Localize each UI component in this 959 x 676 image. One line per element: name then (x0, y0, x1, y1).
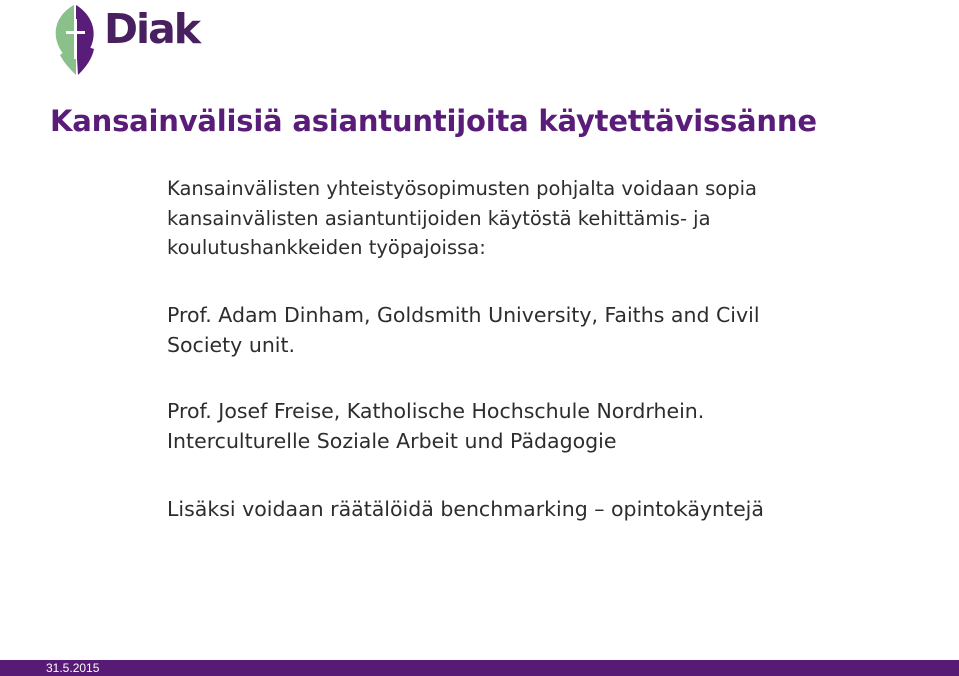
expert-dinham (167, 301, 760, 360)
diak-leaf-icon (46, 3, 102, 77)
expert-freise (167, 397, 704, 456)
intro-line: Kansainvälisten yhteistyösopimusten pohjalta voidaan sopia (167, 177, 757, 200)
footer-date: 31.5.2015 (46, 661, 100, 675)
intro-paragraph (167, 174, 907, 263)
intro-line: kansainvälisten asiantuntijoiden käytöstä kehittämis- ja (167, 206, 711, 230)
expert-line: Interculturelle Soziale Arbeit und Pädagogie (167, 428, 617, 453)
expert-line: Prof. Josef Freise, Katholische Hochschule Nordrhein. (167, 399, 705, 423)
footer-bar (0, 660, 959, 676)
logo-wordmark: Diak (104, 5, 200, 53)
closing-paragraph: Lisäksi voidaan räätälöidä benchmarking – opintokäyntejä (167, 497, 764, 521)
expert-line: Prof. Adam Dinham, Goldsmith University, Faiths and Civil (167, 303, 760, 327)
page-title: Kansainvälisiä asiantuntijoita käytettävissänne (50, 104, 817, 138)
diak-logo (46, 3, 206, 77)
intro-line: koulutushankkeiden työpajoissa: (167, 236, 486, 259)
expert-line: Society unit. (167, 332, 296, 357)
